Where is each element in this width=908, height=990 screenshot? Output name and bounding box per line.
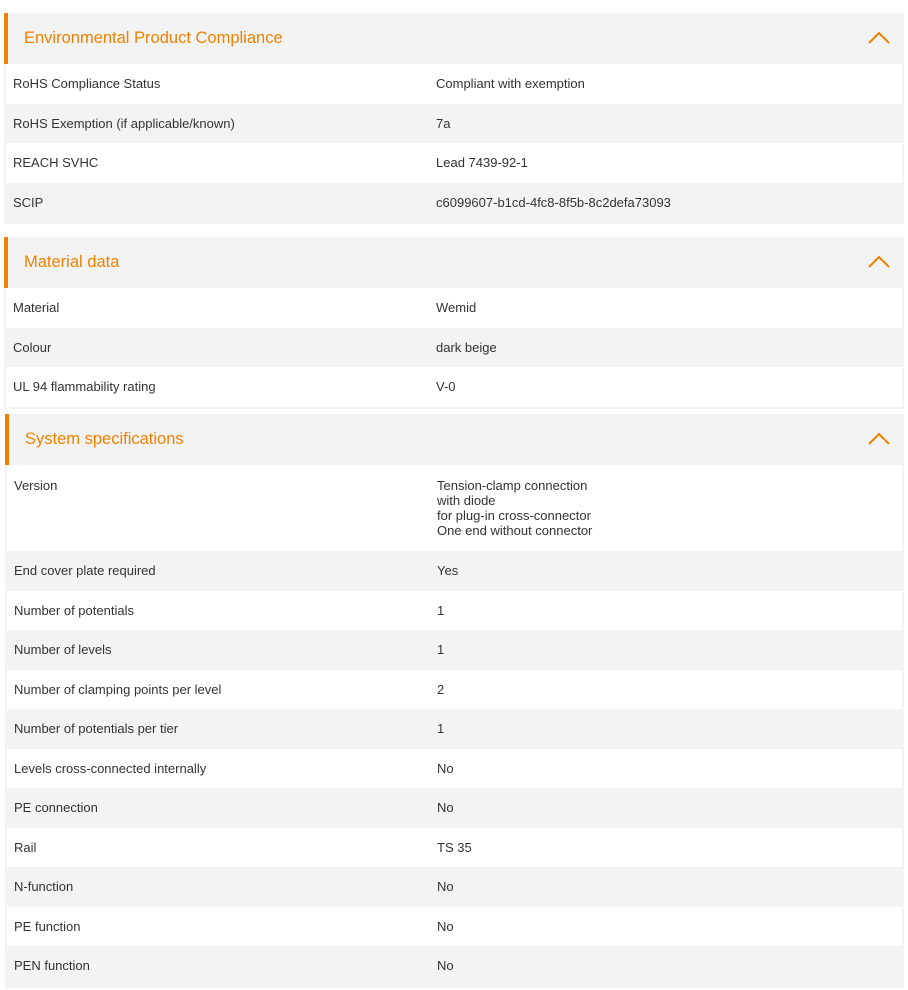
chevron-up-icon[interactable] [868,432,890,446]
row-label: RoHS Compliance Status [13,76,161,91]
table-row [6,328,902,368]
row-value: Yes [437,563,459,578]
row-value: No [437,918,454,934]
section-header-environmental-compliance[interactable] [4,13,904,64]
row-label: REACH SVHC [13,155,99,170]
table-row [7,828,902,868]
chevron-up-icon[interactable] [868,255,890,269]
row-label: Number of levels [14,642,112,657]
row-value: dark beige [436,339,497,355]
row-value: V-0 [436,379,456,394]
table-row [7,788,902,828]
row-label: SCIP [13,194,44,210]
row-value: Wemid [436,300,477,315]
row-label: Version [14,478,58,493]
row-label: N-function [14,879,74,894]
section-header-system-specifications[interactable] [5,414,904,465]
row-value: Compliant with exemption [436,76,585,91]
row-value: Lead 7439-92-1 [436,155,528,170]
row-label: PE function [14,918,81,934]
section-material-data [4,237,904,409]
row-label: Colour [13,339,52,355]
table-row [7,907,902,947]
table-row [7,591,902,631]
table-row [7,630,902,670]
row-value: Tension-clamp connection with diode for plug-in cross-connector One end without connector [437,478,593,538]
table-row [7,551,902,591]
table-row [7,749,902,789]
row-value: 1 [437,642,445,657]
section-title: Environmental Product Compliance [24,29,283,47]
table-row [6,64,902,104]
row-value: 1 [437,721,445,736]
table-row [6,183,902,223]
row-label: Material [13,300,60,315]
table-row [6,104,902,144]
section-rows [5,465,904,988]
row-label: Number of potentials [14,602,134,618]
row-value: TS 35 [437,839,472,855]
table-row [6,367,902,407]
row-label: PEN function [14,958,90,973]
row-value: 7a [436,115,451,131]
table-row [7,709,902,749]
section-title: System specifications [25,430,184,448]
row-value: 2 [437,681,445,697]
section-system-specifications [5,414,904,988]
section-header-material-data[interactable] [4,237,904,288]
row-value: No [437,958,454,973]
row-label: Rail [14,839,37,855]
row-label: UL 94 flammability rating [13,379,156,394]
row-label: End cover plate required [14,563,156,578]
table-row [7,670,902,710]
section-rows [4,64,904,224]
section-rows [4,288,904,409]
row-label: RoHS Exemption (if applicable/known) [13,115,235,131]
table-row [7,465,902,551]
row-label: PE connection [14,800,98,815]
row-label: Number of clamping points per level [14,681,222,697]
table-row [6,288,902,328]
row-value: No [437,760,454,776]
row-value: c6099607-b1cd-4fc8-8f5b-8c2defa73093 [436,194,671,210]
chevron-up-icon[interactable] [868,31,890,45]
table-row [7,946,902,986]
table-row [6,143,902,183]
row-label: Levels cross-connected internally [14,760,207,776]
row-value: No [437,879,454,894]
section-title: Material data [24,253,120,271]
row-value: No [437,800,454,815]
table-row [7,867,902,907]
section-environmental-compliance [4,13,904,224]
row-label: Number of potentials per tier [14,721,179,736]
row-value: 1 [437,602,445,618]
